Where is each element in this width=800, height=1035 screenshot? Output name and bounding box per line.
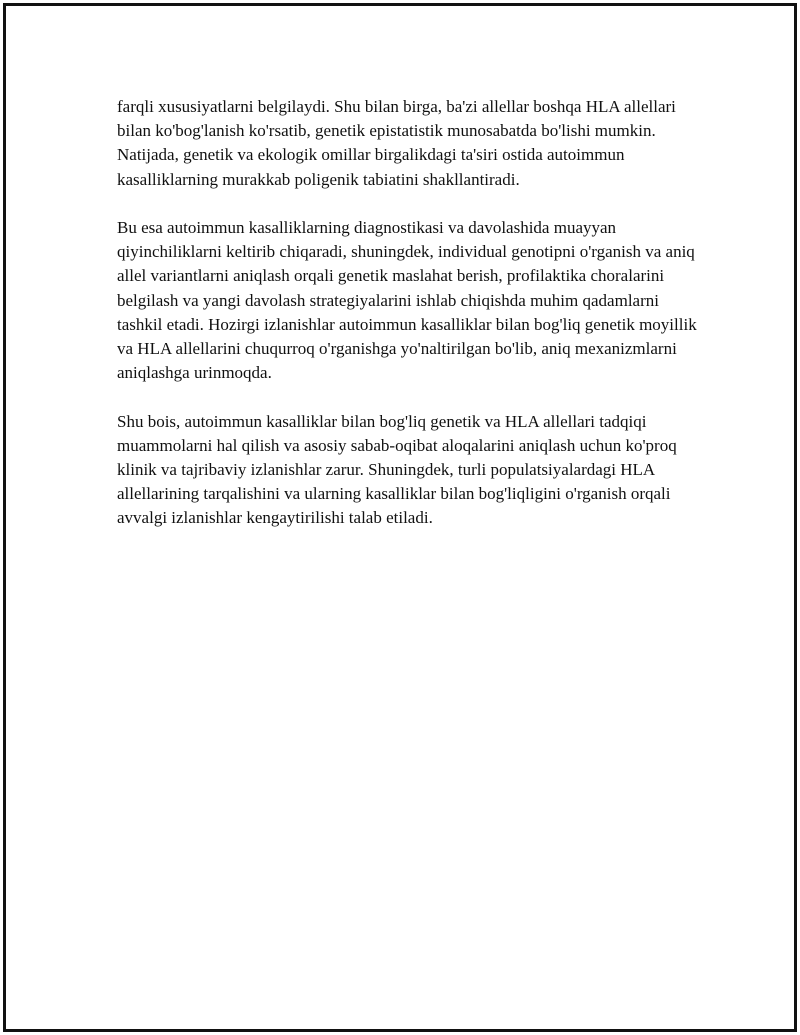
paragraph-2: Bu esa autoimmun kasalliklarning diagnostikasi va davolashida muayyan qiyinchiliklarni keltirib chiqaradi, shuningdek, individual genotipni o'rganish va aniq allel variantlarni aniqlash orqali genetik maslahat berish, profilaktika choralarini belgilash va yangi davolash strategiyalarini ishlab chiqishda muhim qadamlarni tashkil etadi. Hozirgi izlanishlar autoimmun kasalliklar bilan bog'liq genetik moyillik va HLA allellarini chuqurroq o'rganishga yo'naltirilgan bo'lib, aniq mexanizmlarni aniqlashga urinmoqda. (117, 218, 697, 383)
paragraph-1: farqli xususiyatlarni belgilaydi. Shu bilan birga, ba'zi allellar boshqa HLA allellari bilan ko'bog'lanish ko'rsatib, genetik epistatistik munosabatda bo'lishi mumkin. Natijada, genetik va ekologik omillar birgalikdagi ta'siri ostida autoimmun kasalliklarning murakkab poligenik tabiatini shakllantiradi. (117, 97, 676, 189)
paragraph-3: Shu bois, autoimmun kasalliklar bilan bog'liq genetik va HLA allellari tadqiqi muammolarni hal qilish va asosiy sabab-oqibat aloqalarini aniqlash uchun ko'proq klinik va tajribaviy izlanishlar zarur. Shuningdek, turli populatsiyalardagi HLA allellarining tarqalishini va ularning kasalliklar bilan bog'liqligini o'rganish orqali avvalgi izlanishlar kengaytirilishi talab etiladi. (117, 411, 677, 528)
document-body (117, 95, 697, 555)
